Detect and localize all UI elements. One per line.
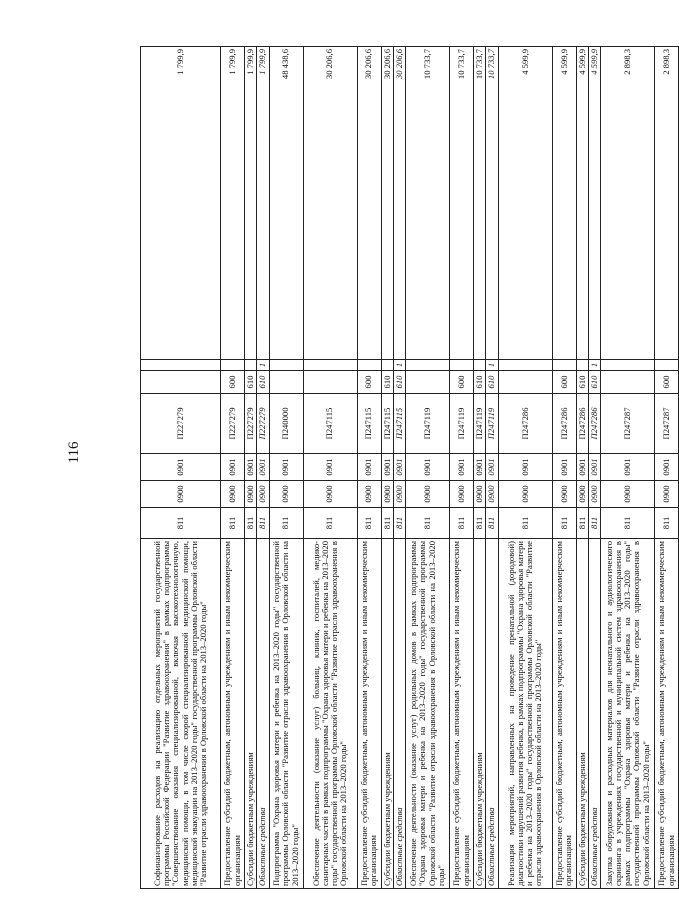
org-code-cell: 811 <box>601 508 655 539</box>
row-name-cell: Субсидии бюджетным учреждениям <box>245 539 257 889</box>
subsection-code-cell: 0901 <box>450 454 474 481</box>
amount-cell: 1 799,9 <box>221 47 245 360</box>
org-code-cell: 811 <box>245 508 257 539</box>
target-article-cell: П227279 <box>221 394 245 454</box>
table-row <box>576 47 588 889</box>
row-name-cell: Обеспечение деятельности (оказание услуг) родильных домов в рамках подпрограммы "Охрана здоровья матери и ребенка на 2013–2020 годы" государственной программы Орловской области "Развитие отрасли здравоохранения в Орловской области на 2013–2020 годы" <box>406 539 450 889</box>
expense-type-cell <box>601 371 655 394</box>
table-row <box>486 47 498 889</box>
expense-type-cell: 610 <box>576 371 588 394</box>
org-code-cell: 811 <box>450 508 474 539</box>
subsection-code-cell: 0901 <box>221 454 245 481</box>
funding-source-cell: 1 <box>393 360 405 371</box>
amount-cell: 4 599,9 <box>498 47 552 360</box>
org-code-cell: 811 <box>357 508 381 539</box>
table-row <box>245 47 257 889</box>
section-code-cell: 0900 <box>269 481 303 508</box>
target-article-cell: П247119 <box>474 394 486 454</box>
funding-source-cell <box>221 360 245 371</box>
target-article-cell: П247119 <box>406 394 450 454</box>
target-article-cell: П247286 <box>498 394 552 454</box>
expense-type-cell: 610 <box>245 371 257 394</box>
target-article-cell: П247286 <box>576 394 588 454</box>
section-code-cell: 0900 <box>655 481 679 508</box>
table-row <box>601 47 655 889</box>
section-code-cell: 0900 <box>393 481 405 508</box>
subsection-code-cell: 0901 <box>141 454 221 481</box>
funding-source-cell <box>303 360 357 371</box>
amount-cell: 30 206,6 <box>303 47 357 360</box>
target-article-cell: П247119 <box>450 394 474 454</box>
org-code-cell: 811 <box>393 508 405 539</box>
section-code-cell: 0900 <box>552 481 576 508</box>
target-article-cell: П247287 <box>655 394 679 454</box>
table-row <box>450 47 474 889</box>
table-row <box>357 47 381 889</box>
table-row <box>498 47 552 889</box>
funding-source-cell <box>381 360 393 371</box>
expense-type-cell <box>498 371 552 394</box>
expense-type-cell <box>303 371 357 394</box>
funding-source-cell <box>269 360 303 371</box>
expense-type-cell: 610 <box>588 371 600 394</box>
org-code-cell: 811 <box>576 508 588 539</box>
org-code-cell: 811 <box>552 508 576 539</box>
row-name-cell: Софинансирование расходов на реализацию отдельных мероприятий государственной программы Российской Федерации "Развитие здравоохранения" в рамках подпрограммы "Совершенствование оказания специализированной, включая высокотехнологичную, медицинской помощи, в том числе скорой специализированной медицинской помощи, медицинской эвакуации на 2013–2020 годы" государственной программы Орловской области "Развитие отрасли здравоохранения в Орловской области на 2013–2020 годы" <box>141 539 221 889</box>
expense-type-cell: 610 <box>393 371 405 394</box>
org-code-cell: 811 <box>257 508 269 539</box>
row-name-cell: Предоставление субсидий бюджетным, автономным учреждениям и иным некоммерческим организациям <box>655 539 679 889</box>
row-name-cell: Областные средства <box>588 539 600 889</box>
subsection-code-cell: 0901 <box>393 454 405 481</box>
row-name-cell: Подпрограмма "Охрана здоровья матери и ребенка на 2013–2020 годы" государственной программы Орловской области "Развитие отрасли здравоохранения в Орловской области на 2013–2020 годы" <box>269 539 303 889</box>
org-code-cell: 811 <box>381 508 393 539</box>
section-code-cell: 0900 <box>406 481 450 508</box>
org-code-cell: 811 <box>269 508 303 539</box>
target-article-cell: П227279 <box>257 394 269 454</box>
budget-table <box>140 46 679 889</box>
funding-source-cell <box>576 360 588 371</box>
target-article-cell: П227279 <box>141 394 221 454</box>
amount-cell: 10 733,7 <box>474 47 486 360</box>
table-row <box>474 47 486 889</box>
org-code-cell: 811 <box>406 508 450 539</box>
amount-cell: 10 733,7 <box>450 47 474 360</box>
funding-source-cell <box>655 360 679 371</box>
funding-source-cell: 1 <box>257 360 269 371</box>
subsection-code-cell: 0901 <box>601 454 655 481</box>
expense-type-cell: 610 <box>486 371 498 394</box>
funding-source-cell <box>450 360 474 371</box>
section-code-cell: 0900 <box>303 481 357 508</box>
row-name-cell: Закупка оборудования и расходных материалов для неонатального и аудиологического скрининга в учреждениях государственной и муниципальной систем здравоохранения в рамках подпрограммы "Охрана здоровья матери и ребенка на 2013–2020 годы" государственной программы Орловской области "Развитие отрасли здравоохранения в Орловской области на 2013–2020 годы" <box>601 539 655 889</box>
amount-cell: 10 733,7 <box>486 47 498 360</box>
table-row <box>552 47 576 889</box>
row-name-cell: Предоставление субсидий бюджетным, автономным учреждениям и иным некоммерческим организациям <box>552 539 576 889</box>
amount-cell: 30 206,6 <box>357 47 381 360</box>
amount-cell: 1 799,9 <box>257 47 269 360</box>
amount-cell: 30 206,6 <box>381 47 393 360</box>
target-article-cell: П247115 <box>357 394 381 454</box>
amount-cell: 1 799,9 <box>141 47 221 360</box>
funding-source-cell <box>406 360 450 371</box>
amount-cell: 2 898,3 <box>601 47 655 360</box>
target-article-cell: П247115 <box>303 394 357 454</box>
row-name-cell: Субсидии бюджетным учреждениям <box>381 539 393 889</box>
org-code-cell: 811 <box>221 508 245 539</box>
row-name-cell: Субсидии бюджетным учреждениям <box>576 539 588 889</box>
org-code-cell: 811 <box>655 508 679 539</box>
target-article-cell: П227279 <box>245 394 257 454</box>
funding-source-cell <box>601 360 655 371</box>
subsection-code-cell: 0901 <box>552 454 576 481</box>
section-code-cell: 0900 <box>357 481 381 508</box>
amount-cell: 2 898,3 <box>655 47 679 360</box>
org-code-cell: 811 <box>498 508 552 539</box>
org-code-cell: 811 <box>474 508 486 539</box>
target-article-cell: П247119 <box>486 394 498 454</box>
subsection-code-cell: 0901 <box>406 454 450 481</box>
target-article-cell: П240000 <box>269 394 303 454</box>
table-row <box>406 47 450 889</box>
table-row <box>141 47 221 889</box>
subsection-code-cell: 0901 <box>576 454 588 481</box>
amount-cell: 1 799,9 <box>245 47 257 360</box>
section-code-cell: 0900 <box>474 481 486 508</box>
subsection-code-cell: 0901 <box>474 454 486 481</box>
expense-type-cell <box>269 371 303 394</box>
amount-cell: 30 206,6 <box>393 47 405 360</box>
section-code-cell: 0900 <box>141 481 221 508</box>
table-row <box>269 47 303 889</box>
section-code-cell: 0900 <box>257 481 269 508</box>
expense-type-cell: 600 <box>552 371 576 394</box>
funding-source-cell <box>357 360 381 371</box>
table-row <box>257 47 269 889</box>
section-code-cell: 0900 <box>450 481 474 508</box>
target-article-cell: П247286 <box>588 394 600 454</box>
table-row <box>303 47 357 889</box>
table-row <box>655 47 679 889</box>
row-name-cell: Областные средства <box>486 539 498 889</box>
row-name-cell: Предоставление субсидий бюджетным, автономным учреждениям и иным некоммерческим организациям <box>357 539 381 889</box>
subsection-code-cell: 0901 <box>588 454 600 481</box>
org-code-cell: 811 <box>303 508 357 539</box>
row-name-cell: Обеспечение деятельности (оказание услуг) больниц, клиник, госпиталей, медико-санитарных частей в рамках подпрограммы "Охрана здоровья матери и ребенка на 2013–2020 годы" государственной программы Орловской области "Развитие отрасли здравоохранения в Орловской области на 2013–2020 годы" <box>303 539 357 889</box>
amount-cell: 10 733,7 <box>406 47 450 360</box>
section-code-cell: 0900 <box>498 481 552 508</box>
expense-type-cell: 600 <box>655 371 679 394</box>
row-name-cell: Областные средства <box>393 539 405 889</box>
subsection-code-cell: 0901 <box>257 454 269 481</box>
expense-type-cell <box>141 371 221 394</box>
funding-source-cell: 1 <box>486 360 498 371</box>
table-row <box>381 47 393 889</box>
target-article-cell: П247287 <box>601 394 655 454</box>
row-name-cell: Реализация мероприятий, направленных на проведение пренатальной (дородовой) диагностики нарушений развития ребенка, в рамках подпрограммы "Охрана здоровья матери и ребенка на 2013–2020 годы" государственной программы Орловской области "Развитие отрасли здравоохранения в Орловской области на 2013–2020 годы" <box>498 539 552 889</box>
org-code-cell: 811 <box>588 508 600 539</box>
funding-source-cell <box>552 360 576 371</box>
table-row <box>221 47 245 889</box>
target-article-cell: П247115 <box>393 394 405 454</box>
funding-source-cell: 1 <box>588 360 600 371</box>
section-code-cell: 0900 <box>221 481 245 508</box>
table-row <box>393 47 405 889</box>
funding-source-cell <box>474 360 486 371</box>
expense-type-cell: 610 <box>257 371 269 394</box>
row-name-cell: Областные средства <box>257 539 269 889</box>
amount-cell: 4 599,9 <box>552 47 576 360</box>
expense-type-cell: 610 <box>381 371 393 394</box>
expense-type-cell: 600 <box>357 371 381 394</box>
subsection-code-cell: 0901 <box>655 454 679 481</box>
row-name-cell: Субсидии бюджетным учреждениям <box>474 539 486 889</box>
subsection-code-cell: 0901 <box>269 454 303 481</box>
section-code-cell: 0900 <box>486 481 498 508</box>
page-number: 116 <box>66 441 82 464</box>
expense-type-cell <box>406 371 450 394</box>
amount-cell: 4 599,9 <box>576 47 588 360</box>
subsection-code-cell: 0901 <box>357 454 381 481</box>
org-code-cell: 811 <box>486 508 498 539</box>
table-row <box>588 47 600 889</box>
subsection-code-cell: 0901 <box>245 454 257 481</box>
expense-type-cell: 600 <box>450 371 474 394</box>
amount-cell: 4 599,9 <box>588 47 600 360</box>
row-name-cell: Предоставление субсидий бюджетным, автономным учреждениям и иным некоммерческим организациям <box>221 539 245 889</box>
subsection-code-cell: 0901 <box>303 454 357 481</box>
amount-cell: 48 438,6 <box>269 47 303 360</box>
subsection-code-cell: 0901 <box>498 454 552 481</box>
org-code-cell: 811 <box>141 508 221 539</box>
budget-table-body <box>141 47 679 889</box>
funding-source-cell <box>498 360 552 371</box>
section-code-cell: 0900 <box>576 481 588 508</box>
row-name-cell: Предоставление субсидий бюджетным, автономным учреждениям и иным некоммерческим организациям <box>450 539 474 889</box>
expense-type-cell: 600 <box>221 371 245 394</box>
subsection-code-cell: 0901 <box>381 454 393 481</box>
subsection-code-cell: 0901 <box>486 454 498 481</box>
section-code-cell: 0900 <box>588 481 600 508</box>
section-code-cell: 0900 <box>245 481 257 508</box>
target-article-cell: П247286 <box>552 394 576 454</box>
funding-source-cell <box>141 360 221 371</box>
section-code-cell: 0900 <box>601 481 655 508</box>
section-code-cell: 0900 <box>381 481 393 508</box>
target-article-cell: П247115 <box>381 394 393 454</box>
expense-type-cell: 610 <box>474 371 486 394</box>
funding-source-cell <box>245 360 257 371</box>
